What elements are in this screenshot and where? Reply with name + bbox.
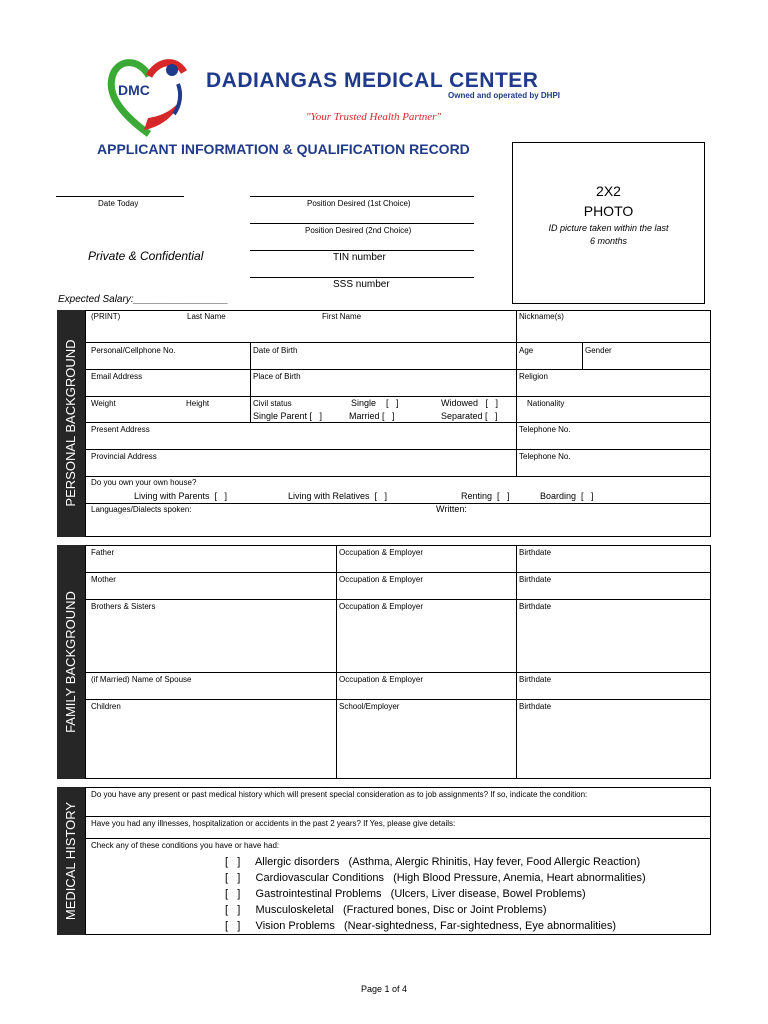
row-divider [85, 476, 711, 477]
boarding-checkbox[interactable]: Boarding [ ] [540, 491, 594, 501]
sss-line [250, 277, 474, 278]
condition-allergic-checkbox[interactable]: [ ] Allergic disorders (Asthma, Alergic Rhinitis, Hay fever, Food Allergic Reaction) [225, 856, 641, 868]
expected-salary-label: Expected Salary:_________________ [58, 294, 229, 305]
height-label: Height [186, 399, 210, 408]
medical-question-3: Check any of these conditions you have or have had: [91, 841, 280, 850]
page-number: Page 1 of 4 [360, 984, 408, 994]
row-divider [85, 342, 711, 343]
tagline: "Your Trusted Health Partner" [306, 111, 442, 123]
living-parents-checkbox[interactable]: Living with Parents [ ] [134, 491, 228, 501]
medical-question-1: Do you have any present or past medical history which will present special consideration as to job assignments? If so, indicate the condition: [91, 790, 588, 799]
row-divider [85, 838, 711, 839]
position-2-line [250, 223, 474, 224]
spouse-birthdate-label: Birthdate [519, 675, 552, 684]
date-today-line [56, 196, 184, 197]
medical-question-2: Have you had any illnesses, hospitalization or accidents in the past 2 years? If Yes, please give details: [91, 819, 456, 828]
tin-line [250, 250, 474, 251]
first-name-label: First Name [322, 312, 362, 321]
telephone-2-label: Telephone No. [519, 452, 571, 461]
col-divider [582, 342, 583, 369]
written-label: Written: [436, 504, 467, 514]
siblings-label: Brothers & Sisters [91, 602, 156, 611]
phone-label: Personal/Cellphone No. [91, 346, 176, 355]
position-1-line [250, 196, 474, 197]
print-label: (PRINT) [91, 312, 121, 321]
condition-gastrointestinal-checkbox[interactable]: [ ] Gastrointestinal Problems (Ulcers, Liver disease, Bowel Problems) [225, 888, 586, 900]
languages-label: Languages/Dialects spoken: [91, 505, 192, 514]
living-relatives-checkbox[interactable]: Living with Relatives [ ] [288, 491, 388, 501]
confidential-label: Private & Confidential [88, 249, 204, 263]
children-school-label: School/Employer [339, 702, 400, 711]
email-label: Email Address [91, 372, 143, 381]
telephone-1-label: Telephone No. [519, 425, 571, 434]
page-title: APPLICANT INFORMATION & QUALIFICATION RECORD [97, 141, 470, 157]
row-divider [85, 369, 711, 370]
logo-text: DMC [118, 82, 150, 98]
last-name-label: Last Name [187, 312, 226, 321]
personal-section-label: PERSONAL BACKGROUND [63, 339, 78, 507]
pob-label: Place of Birth [253, 372, 301, 381]
father-occupation-label: Occupation & Employer [339, 548, 424, 557]
photo-title: 2X2 [596, 183, 621, 199]
provincial-address-label: Provincial Address [91, 452, 157, 461]
mother-label: Mother [91, 575, 116, 584]
present-address-label: Present Address [91, 425, 150, 434]
spouse-occupation-label: Occupation & Employer [339, 675, 424, 684]
row-divider [85, 599, 711, 600]
father-birthdate-label: Birthdate [519, 548, 552, 557]
married-checkbox[interactable]: Married [ ] [349, 411, 395, 421]
children-birthdate-label: Birthdate [519, 702, 552, 711]
condition-vision-checkbox[interactable]: [ ] Vision Problems (Near-sightedness, Far-sightedness, Eye abnormalities) [225, 920, 617, 932]
dob-label: Date of Birth [253, 346, 298, 355]
renting-checkbox[interactable]: Renting [ ] [461, 491, 510, 501]
medical-section-label: MEDICAL HISTORY [63, 801, 78, 921]
row-divider [85, 396, 711, 397]
civil-status-label: Civil status [253, 399, 292, 408]
photo-box [512, 142, 705, 304]
row-divider [85, 503, 711, 504]
gender-label: Gender [585, 346, 612, 355]
nickname-label: Nickname(s) [519, 312, 564, 321]
nationality-label: Nationality [527, 399, 565, 408]
row-divider [85, 672, 711, 673]
sss-label: SSS number [333, 279, 390, 290]
tin-label: TIN number [333, 252, 386, 263]
position-2-label: Position Desired (2nd Choice) [305, 226, 412, 235]
condition-musculoskeletal-checkbox[interactable]: [ ] Musculoskeletal (Fractured bones, Disc or Joint Problems) [225, 904, 547, 916]
single-checkbox[interactable]: Single [ ] [351, 398, 399, 408]
row-divider [85, 816, 711, 817]
siblings-birthdate-label: Birthdate [519, 602, 552, 611]
photo-note-1: ID picture taken within the last [548, 223, 669, 233]
family-section-label: FAMILY BACKGROUND [63, 591, 78, 733]
col-divider [250, 342, 251, 422]
weight-label: Weight [91, 399, 116, 408]
org-name: DADIANGAS MEDICAL CENTER [206, 69, 539, 92]
position-1-label: Position Desired (1st Choice) [307, 199, 411, 208]
mother-birthdate-label: Birthdate [519, 575, 552, 584]
date-today-label: Date Today [98, 199, 139, 208]
mother-occupation-label: Occupation & Employer [339, 575, 424, 584]
col-divider [516, 310, 517, 476]
col-divider [336, 545, 337, 779]
spouse-label: (if Married) Name of Spouse [91, 675, 192, 684]
father-label: Father [91, 548, 115, 557]
own-house-label: Do you own your own house? [91, 478, 197, 487]
single-parent-checkbox[interactable]: Single Parent [ ] [253, 411, 323, 421]
separated-checkbox[interactable]: Separated [ ] [441, 411, 498, 421]
owned-by: Owned and operated by DHPI [448, 91, 561, 100]
row-divider [85, 449, 711, 450]
row-divider [85, 422, 711, 423]
religion-label: Religion [519, 372, 548, 381]
widowed-checkbox[interactable]: Widowed [ ] [441, 398, 499, 408]
siblings-occupation-label: Occupation & Employer [339, 602, 424, 611]
age-label: Age [519, 346, 534, 355]
col-divider [516, 545, 517, 779]
photo-subtitle: PHOTO [583, 203, 634, 219]
children-label: Children [91, 702, 121, 711]
row-divider [85, 699, 711, 700]
logo [104, 54, 194, 140]
row-divider [85, 572, 711, 573]
photo-note-2: 6 months [589, 236, 628, 246]
condition-cardiovascular-checkbox[interactable]: [ ] Cardiovascular Conditions (High Blood Pressure, Anemia, Heart abnormalities) [225, 872, 646, 884]
